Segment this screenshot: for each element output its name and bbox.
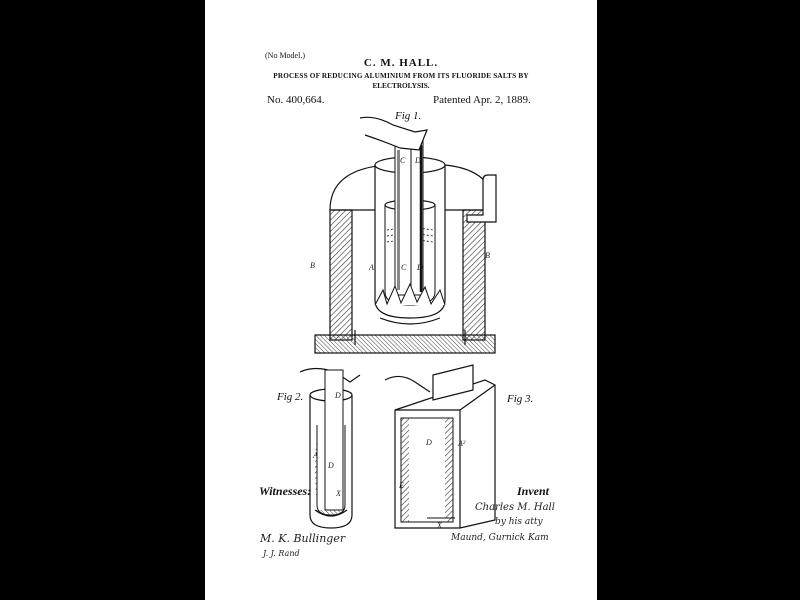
furnace-base <box>315 335 495 353</box>
inventor-label: Invent <box>517 484 550 498</box>
label-A: A <box>369 263 374 272</box>
label-D: D <box>417 263 423 272</box>
hand-drawing <box>360 117 427 150</box>
fig3-label-A2: A² <box>458 439 466 448</box>
fig2-label-X: X <box>336 489 341 498</box>
figure-2-label: Fig 2. <box>277 391 304 403</box>
figure-1-drawing <box>205 0 597 600</box>
label-C: C <box>401 263 407 272</box>
fig3-label-X: X <box>437 521 442 530</box>
patent-date: Patented Apr. 2, 1889. <box>433 94 531 106</box>
figure-2-drawing <box>300 369 360 529</box>
label-B-right: B <box>485 251 490 260</box>
witness-signature-2: J. J. Rand <box>263 549 300 558</box>
model-note: (No Model.) <box>265 51 305 60</box>
figure-1-label: Fig 1. <box>395 110 422 122</box>
patent-sheet <box>205 0 597 600</box>
chimney-pipe <box>467 175 496 222</box>
fig2-label-D-top: D <box>335 391 341 400</box>
furnace-wall-left <box>330 210 352 340</box>
label-D-top: D <box>415 156 421 165</box>
label-B-left: B <box>310 261 315 270</box>
witness-signature-1: M. K. Bullinger <box>260 532 346 545</box>
label-C-top: C <box>400 156 406 165</box>
fig2-label-A: A <box>313 451 318 460</box>
figure-3-label: Fig 3. <box>507 393 534 405</box>
inventor-name: C. M. HALL. <box>363 57 439 69</box>
inventor-signature: Charles M. Hall <box>475 502 555 513</box>
attorney-signature-2: Maund, Gurnick Kam <box>451 533 549 543</box>
witnesses-label: Witnesses: <box>259 484 312 498</box>
fig3-label-E: E <box>399 481 404 490</box>
patent-title-line-2: ELECTROLYSIS. <box>372 82 430 90</box>
furnace-wall-right <box>463 210 485 340</box>
fig2-label-D: D <box>328 461 334 470</box>
fig3-label-D: D <box>426 438 432 447</box>
patent-number: No. 400,664. <box>267 94 325 106</box>
attorney-signature-1: by his atty <box>495 517 543 527</box>
patent-title-line-1: PROCESS OF REDUCING ALUMINIUM FROM ITS FLUORIDE SALTS BY <box>273 72 529 80</box>
